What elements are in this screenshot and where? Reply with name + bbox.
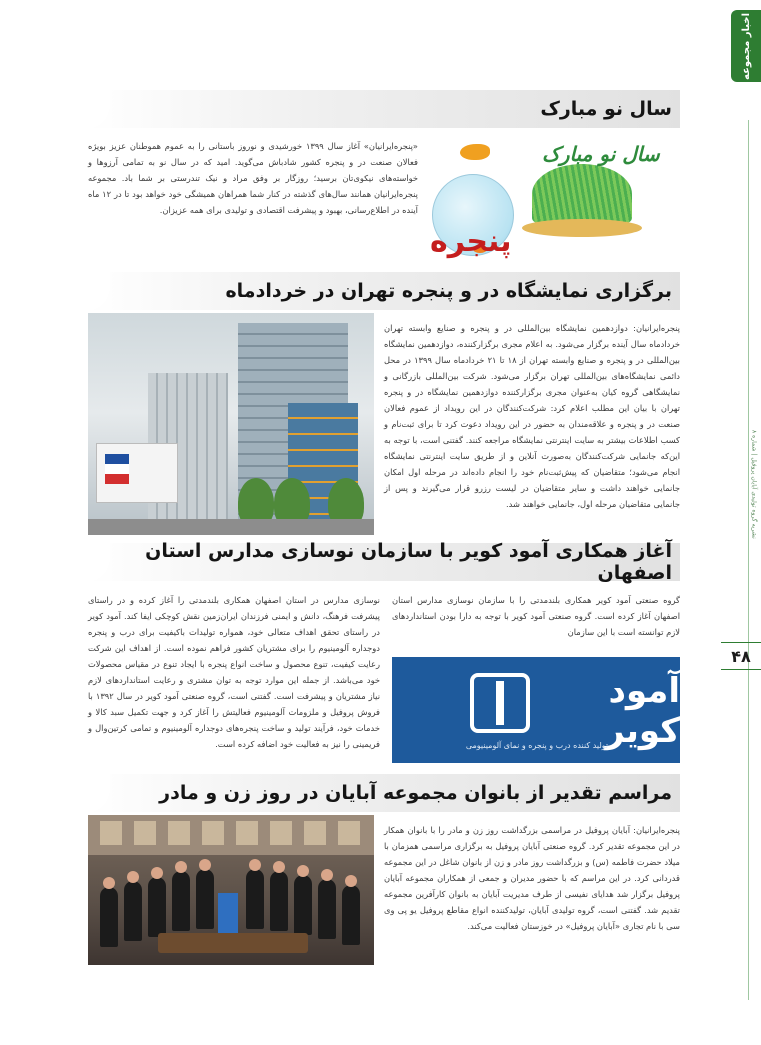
nowruz-paragraph: «پنجره‌ایرانیان» آغاز سال ۱۳۹۹ خورشیدی و نوروز باستانی را به عموم هموطنان عزیز بویژه فعالان صنعت در و پنجره کشور شادباش می‌گوید. امید که در سال نو به تمامی آرزوها و خواسته‌های نیکوی‌تان برسید؛ روزگار بر وفق مراد و نیک تندرستی بر شما باد. مجموعه پنجره‌ایرانیان همانند سال‌های گذشته در کنار شما همراهان همیشگی خود خواهد بود تا در ۱۲ ماه آینده در اطلاع‌رسانی، بهبود و پیشرفت اقتصادی و تولیدی برای همه عزیزان.: [88, 141, 418, 215]
section-title: آغاز همکاری آمود کویر با سازمان نوسازی مدارس استان اصفهان: [145, 540, 672, 584]
goldfish-icon: [460, 144, 490, 160]
person-shape: [172, 871, 190, 931]
sabzeh-shape: [532, 164, 632, 224]
issue-meta-text: نشریه گروه تولیدی آبایان پروفیل | شماره ۸: [750, 430, 758, 539]
person-shape: [148, 877, 166, 937]
section-header-nowruz: [88, 90, 680, 128]
page-number: ۴۸: [721, 642, 761, 670]
issue-meta: [749, 430, 759, 590]
exhibition-building-photo: [88, 313, 374, 535]
flag-icon: [218, 893, 238, 937]
person-shape: [196, 869, 214, 929]
person-shape: [100, 887, 118, 947]
person-shape: [246, 869, 264, 929]
section-header-womens-day: [88, 774, 680, 812]
amood-paragraph-right: گروه صنعتی آمود کویر همکاری بلندمدتی را با سازمان نوسازی مدارس استان اصفهان آغاز کرده است. گروه صنعتی آمود کویر با توجه به دارا بودن استانداردهای لازم توانسته است با این سازمان: [392, 595, 680, 637]
amood-logo-mark-icon: [470, 673, 530, 733]
person-shape: [294, 875, 312, 935]
person-shape: [124, 881, 142, 941]
section-title: برگزاری نمایشگاه در و پنجره تهران در خردادماه: [225, 280, 672, 302]
table-shape: [158, 933, 308, 953]
section-title: سال نو مبارک: [540, 98, 672, 120]
panjereh-logo: پنجره: [430, 224, 512, 259]
plate-shape: [522, 219, 642, 237]
banner-shape: [96, 443, 178, 503]
section-title: مراسم تقدیر از بانوان مجموعه آبایان در روز زن و مادر: [159, 782, 672, 804]
exhibition-paragraph: پنجره‌ایرانیان: دوازدهمین نمایشگاه بین‌المللی در و پنجره و صنایع وابسته تهران خردادماه سال آینده برگزار می‌شود. به اعلام مجری برگزارکننده، دوازدهمین نمایشگاه بین‌المللی در و پنجره و صنایع وابسته تهران از ۱۸ تا ۲۱ خردادماه سال ۱۳۹۹ در محل دائمی نمایشگاه‌های بین‌المللی تهران برگزار می‌شود. شرکت بین‌المللی بازرگانی و نمایشگاهی گروه کیان به‌عنوان مجری برگزارکننده دوازدهمین نمایشگاه در و پنجره تهران با بیان این مطلب اعلام کرد: شرکت‌کنندگان در این رویداد از عموم فعالان صنعت در و پنجره و علاقه‌مندان به حضور در این رویداد دعوت کرد تا برای ثبت‌نام و کسب اطلاعات بیشتر به سایت اینترنتی نمایشگاه مراجعه کنند. گفتنی است، با توجه به این‌که جانمایی شرکت‌کنندگان به‌صورت آنلاین و از طریق سایت اینترنتی نمایشگاه انجام می‌شود؛ متقاضیان که پیش‌ثبت‌نام خود را انجام داده‌اند در مرحله اول امکان جانمایی خواهند داشت و سایر متقاضیان در لیست رزرو قرار می‌گیرند و پس از جانمایی متقاضیان مرحله اول، جانمایی خواهند شد.: [384, 323, 680, 509]
amood-kavir-logo: [392, 657, 680, 763]
ground-shape: [88, 519, 374, 535]
section-header-amood: [88, 540, 680, 584]
amood-logo-name: آمود کویر: [604, 671, 680, 751]
person-shape: [342, 885, 360, 945]
amood-paragraph-left: نوسازی مدارس در استان اصفهان همکاری بلندمدتی را آغاز کرده و در راستای پیشرفت فرهنگ، دانش و ایمنی فرزندان ایران‌زمین نقش کوچکی ایفا کند. آمود کویر در راستای تحقق اهداف متعالی خود، همواره تولیدات باکیفیت برای درب و پنجره دوجداره آلومینیوم را برای مشتریان کشور فراهم نموده است. از اهداف این شرکت رعایت کیفیت، تنوع محصول و ساخت انواع پنجره با ایجاد تنوع در مقیاس محصولات خود می‌باشد. از جمله این موارد توجه به توان مشتری و رعایت استانداردهای لازم نیاز مشتریان و پیشرفت است. گفتنی است، گروه صنعتی آمود کویر در سال ۱۳۹۲ با فروش پروفیل و ملزومات آلومینیوم فعالیتش را آغاز کرد و جهت تکمیل سبد کالا و خدمات خود، فرآیند تولید و ساخت پنجره‌های دوجداره آلومینیوم و تمامی کرتین‌وال و فریمینی را نیز به فعالیت خود اضافه کرده است.: [88, 595, 380, 749]
person-shape: [318, 879, 336, 939]
wall-frames-shape: [100, 821, 362, 845]
nowruz-calligraphy: سال نو مبارک: [542, 142, 660, 166]
person-shape: [270, 871, 288, 931]
section-header-exhibition: [88, 272, 680, 310]
nowruz-image: [422, 134, 680, 266]
womens-day-paragraph: پنجره‌ایرانیان: آبایان پروفیل در مراسمی بزرگداشت روز زن و مادر را با بانوان همکار در این مجموعه تقدیر کرد. گروه صنعتی آبایان پروفیل به برگزاری مراسمی همزمان با میلاد حضرت فاطمه (س) و بزرگداشت روز مادر و زن از بانوان شاغل در این مجموعه قدردانی کرد. در این مراسم که با حضور مدیران و جمعی از همکاران مجموعه آبایان پروفیل برگزار شد هدایای نفیسی از طرف مدیریت آبایان به بانوان کارآفرین مجموعه تقدیم شد. گفتنی است، گروه تولیدی آبایان، تولیدکننده انواع مقاطع پروفیل یو پی وی سی با نام تجاری «آبایان پروفیل» در خوزستان فعالیت می‌کند.: [384, 825, 680, 931]
flag-icon: [105, 454, 129, 484]
section-tab-label: اخبار مجموعه: [740, 12, 752, 80]
section-tab: [731, 10, 761, 82]
group-photo: [88, 815, 374, 965]
amood-logo-tagline: تولید کننده درب و پنجره و نمای آلومینیومی: [465, 741, 609, 750]
